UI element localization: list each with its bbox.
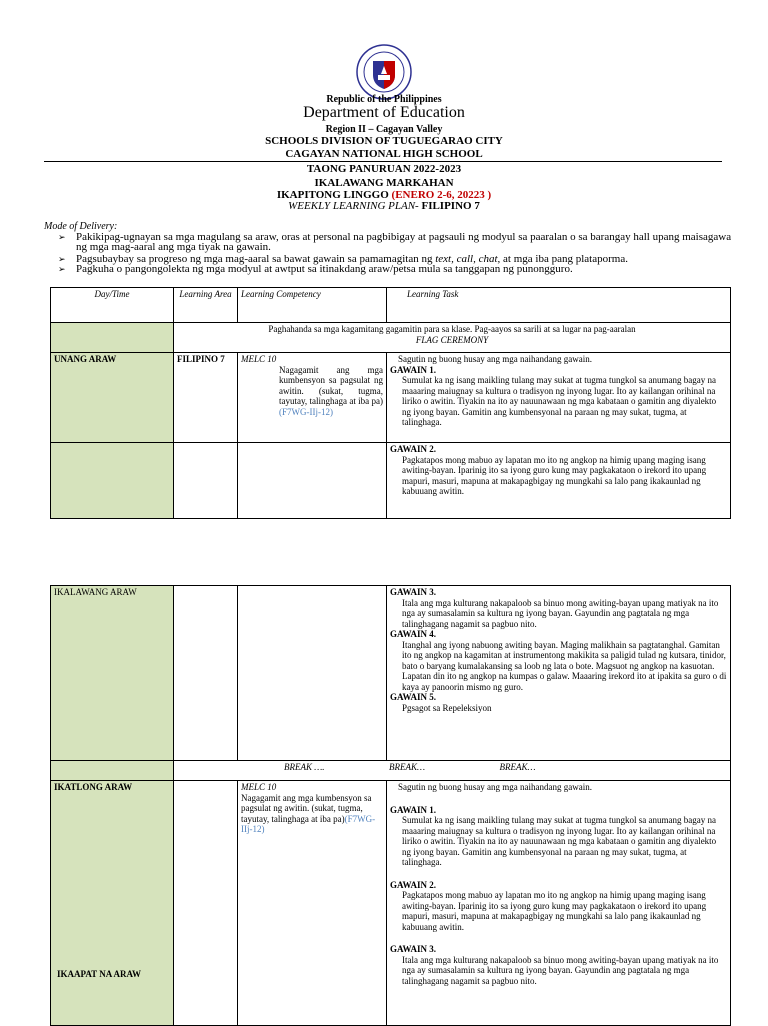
mode-item: ➢ Pagsubaybay sa progreso ng mga mag-aaral sa bawat gawain sa pamamagitan ng text, call, chat, at mga iba pang plataporma.: [58, 253, 628, 265]
gawain-5-title: GAWAIN 5.: [390, 692, 437, 702]
gawain-1-text: Sumulat ka ng isang maikling tulang may sukat at tugma tungkol sa anumang bagay na maaaring maiugnay sa kultura o tradisyon ng inyong lugar. Ito ay kailangan orihinal na liriko o awitin. Tiyakin na ito ay nauunawaan ng mga kabataan o gamitin ang diyalekto ng iyong bayan. Gamitin ang kumbensyonal na paraan ng may sukat, tugma, at talinghaga.: [402, 815, 717, 867]
gawain-1-title: GAWAIN 1.: [390, 364, 437, 375]
competency-text: Nagagamit ang mga kumbensyon sa pagsulat ng awitin. (sukat, tugma, tayutay, talinghaga at iba pa)(F7WG-IIj-12): [241, 792, 376, 834]
day-4-label: IKAAPAT NA ARAW: [57, 969, 142, 979]
gawain-3-text: Itala ang mga kulturang nakapaloob sa binuo mong awiting-bayan upang matiyak na ito nga ay sumasalamin sa kultura ng iyong bayan. Gayundin ang pagtatala ng mga talinghagang nagamit sa pagbuo nito.: [402, 954, 719, 986]
competency-cell: [238, 353, 387, 443]
day-1-cell: UNANG ARAW: [51, 353, 174, 443]
gawain-3-title: GAWAIN 3.: [390, 587, 437, 597]
learning-area-cell: FILIPINO 7: [174, 353, 238, 443]
competency-code: (F7WG-IIj-12): [279, 406, 333, 417]
task-cell: [387, 443, 731, 519]
school-name: CAGAYAN NATIONAL HIGH SCHOOL: [285, 148, 483, 160]
gawain-4-text: Itanghal ang iyong nabuong awiting bayan. Maging malikhain sa pagtatanghal. Gamitan ito ng angkop na kagamitan at instrumentong makikita sa paligid tulad ng kutsara, tinidor, bato o baryang kumalakansing sa loob ng lata o bote. Magsuot ng angkop na kasuotan. Lapatan din ito ng angkop na kumpas o galaw. Maaaring irekord ito at ipakita sa guro o di kaya ay panoorin mismo ng guro.: [402, 639, 727, 692]
department-title: Department of Education: [303, 104, 465, 121]
plan-table-2: [50, 585, 731, 1026]
prep-text: Paghahanda sa mga kagamitang gagamitin para sa klase. Pag-aayos sa sarili at sa lugar na pag-aaralan: [268, 324, 636, 334]
deped-seal-icon: [356, 44, 412, 100]
republic-text: Republic of the Philippines: [326, 94, 442, 105]
flag-ceremony: FLAG CEREMONY: [415, 334, 489, 345]
mode-item: ➢ Pagkuha o pangongolekta ng mga modyul at awtput sa itinakdang araw/petsa mula sa tanggapan ng punongguro.: [58, 263, 573, 275]
gawain-3-text: Itala ang mga kulturang nakapaloob sa binuo mong awiting-bayan upang matiyak na ito nga ay sumasalamin sa kultura ng iyong bayan. Gayundin ang pagtatala ng mga talinghagang nagamit sa pagbuo nito.: [402, 597, 719, 629]
task-cell: [387, 781, 731, 1026]
task-intro: Sagutin ng buong husay ang mga naihandang gawain.: [398, 782, 592, 792]
day-3-label: IKATLONG ARAW: [54, 782, 133, 792]
arrow-bullet-icon: ➢: [58, 232, 66, 242]
school-year: TAONG PANURUAN 2022-2023: [306, 163, 462, 175]
arrow-bullet-icon: ➢: [58, 254, 66, 264]
gawain-2-text: Pagkatapos mong mabuo ay lapatan mo ito ng angkop na himig upang maging isang awiting-bayan. Iparinig ito sa iyong guro kung may pagkakataon o irekord ito upang mapuri, masuri, mapuna at makapagbigay ng mungkahi sa lalo pang ikakaunlad ng kabuuang awitin.: [402, 454, 707, 496]
plan-table-1: [50, 287, 731, 519]
gawain-2-title: GAWAIN 2.: [390, 444, 437, 454]
week-label: IKAPITONG LINGGO: [276, 189, 389, 201]
break-row: [174, 761, 731, 781]
competency-cell: [238, 781, 387, 1026]
competency-text: Nagagamit ang mga kumbensyon sa pagsulat ng awitin. (sukat, tugma, tayutay, talinghaga at iba pa) (F7WG-IIj-12): [279, 364, 383, 417]
wlp-line: [0, 200, 768, 212]
wlp-label: WEEKLY LEARNING PLAN-: [288, 200, 419, 212]
competency-code: (F7WG-IIj-12): [241, 813, 376, 834]
arrow-bullet-icon: ➢: [58, 264, 66, 274]
task-cell: [387, 586, 731, 761]
day-3-4-cell: [51, 781, 174, 1026]
gawain-1-title: GAWAIN 1.: [390, 804, 437, 815]
melc-label: MELC 10: [241, 782, 277, 792]
break-label: BREAK…: [389, 762, 425, 772]
gawain-3-title: GAWAIN 3.: [390, 944, 437, 954]
wlp-subject: FILIPINO 7: [421, 200, 480, 212]
region-text: Region II – Cagayan Valley: [325, 124, 443, 135]
task-intro: Sagutin ng buong husay ang mga naihandang gawain.: [398, 354, 592, 364]
gawain-2-text: Pagkatapos mong mabuo ay lapatan mo ito ng angkop na himig upang maging isang awiting-bayan. Iparinig ito sa iyong guro kung may pagkakataon o irekord ito upang mapuri, masuri, mapuna at makapagbigay ng mungkahi sa lalo pang ikakaunlad ng kabuuang awitin.: [402, 890, 707, 932]
mode-label: Mode of Delivery:: [44, 221, 118, 232]
break-label: BREAK…: [499, 762, 536, 772]
task-cell: [387, 353, 731, 443]
week-dates: (ENERO 2-6, 20223 ): [391, 189, 492, 201]
day-2-cell: IKALAWANG ARAW: [51, 586, 174, 761]
day-cell: [51, 761, 174, 781]
header-day-time: Day/Time: [51, 288, 174, 323]
quarter-text: IKALAWANG MARKAHAN: [314, 177, 454, 189]
header-learning-competency: Learning Competency: [238, 288, 387, 323]
gawain-2-title: GAWAIN 2.: [390, 879, 437, 890]
header-divider: [44, 161, 722, 162]
melc-label: MELC 10: [241, 354, 277, 364]
header-learning-area: Learning Area: [174, 288, 238, 323]
day-cell: [51, 443, 174, 519]
day-cell: [51, 323, 174, 353]
break-label: BREAK ….: [284, 762, 325, 772]
mode-item: ➢ Pakikipag-ugnayan sa mga magulang sa araw, oras at personal na pagbibigay at pagsauli ng modyul sa paaralan o sa barangay hall upang maisagawa ng mga mag-aaral ang mga tiyak na gawain.: [58, 231, 732, 253]
gawain-4-title: GAWAIN 4.: [390, 629, 437, 639]
prep-row: [174, 323, 731, 353]
gawain-1-text: Sumulat ka ng isang maikling tulang may sukat at tugma tungkol sa anumang bagay na maaaring maiugnay sa kultura o tradisyon ng inyong lugar. Ito ay kailangan orihinal na liriko o awitin. Tiyakin na ito ay nauunawaan ng mga kabataan o gamitin ang diyalekto ng iyong bayan. Gamitin ang kumbensyonal na paraan ng may sukat, tugma, at talinghaga.: [402, 375, 717, 427]
header-learning-task: Learning Task: [387, 288, 731, 323]
division-text: SCHOOLS DIVISION OF TUGUEGARAO CITY: [265, 135, 503, 147]
gawain-5-text: Pgsagot sa Repeleksiyon: [402, 702, 492, 713]
